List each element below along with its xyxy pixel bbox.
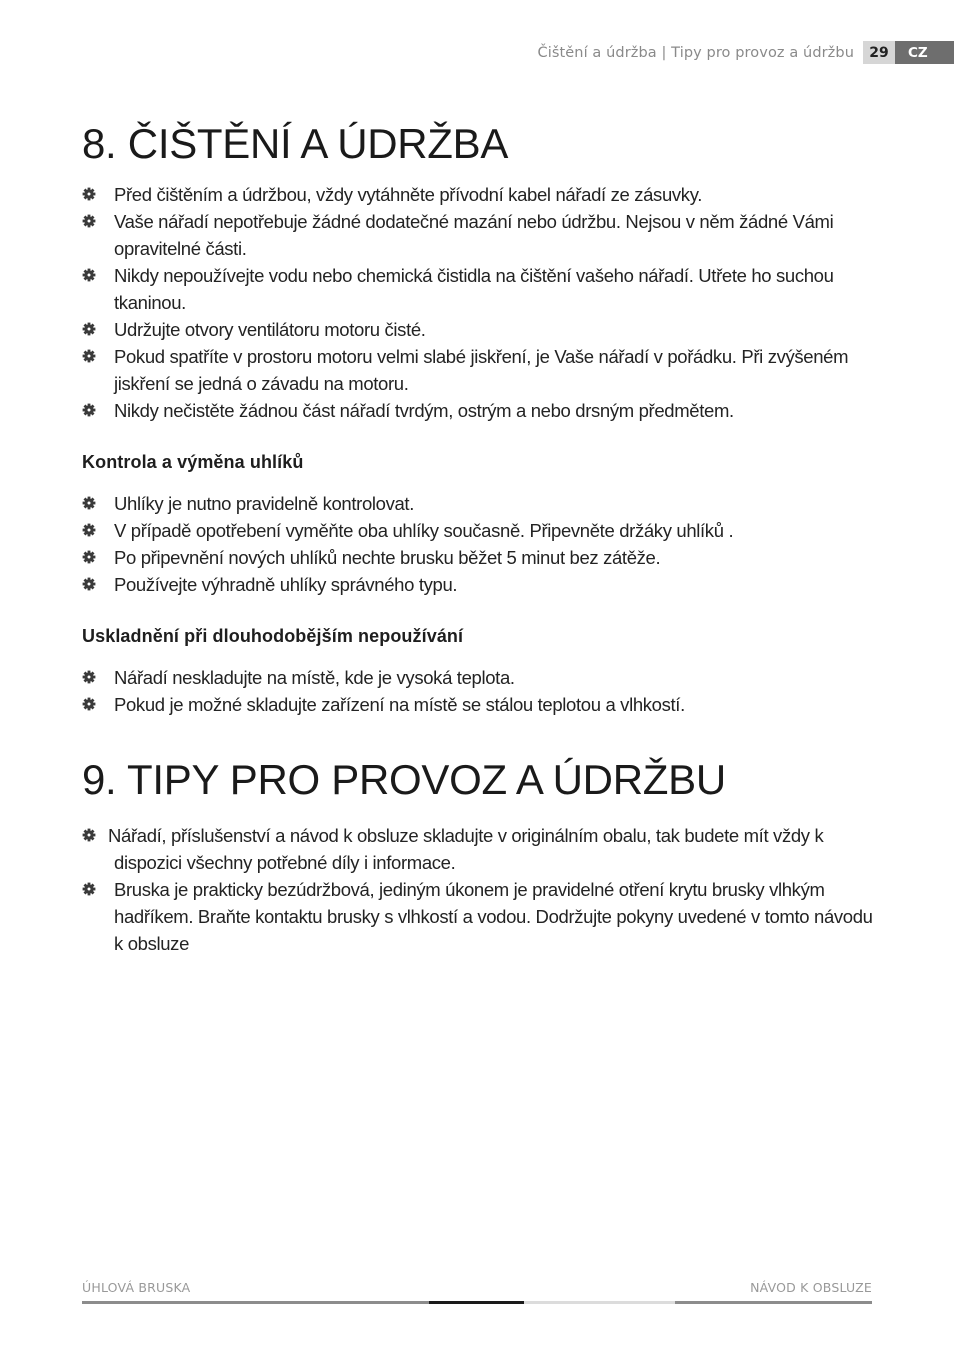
gear-icon [82,577,96,591]
list-item: Pokud je možné skladujte zařízení na místě se stálou teplotou a vlhkostí. [82,691,882,718]
gear-icon [82,670,96,684]
list-item: Nářadí, příslušenství a návod k obsluze skladujte v originálním obalu, tak budete mít vždy k dispozici všechny potřebné díly i informace. [82,822,882,876]
list-item: Nářadí neskladujte na místě, kde je vysoká teplota. [82,664,882,691]
footer-manual: NÁVOD K OBSLUZE [750,1280,872,1295]
footer-product: ÚHLOVÁ BRUSKA [82,1280,191,1295]
section-8-list [82,181,882,424]
gear-icon [82,322,96,336]
list-item: Před čištěním a údržbou, vždy vytáhněte přívodní kabel nářadí ze zásuvky. [82,181,882,208]
gear-icon [82,214,96,228]
gear-icon [82,550,96,564]
storage-list [82,664,882,718]
page-header [537,41,954,64]
footer-bar-dark [429,1301,524,1304]
list-item: Pokud spatříte v prostoru motoru velmi slabé jiskření, je Vaše nářadí v pořádku. Při zvýšeném jiskření se jedná o závadu na motoru. [82,343,882,397]
list-item: Používejte výhradně uhlíky správného typu. [82,571,882,598]
gear-icon [82,523,96,537]
gear-icon [82,496,96,510]
brushes-list [82,490,882,598]
list-item: Udržujte otvory ventilátoru motoru čisté. [82,316,882,343]
gear-icon [82,403,96,417]
gear-icon [82,697,96,711]
section-8-title: 8. ČIŠTĚNÍ A ÚDRŽBA [82,120,509,167]
list-item: Uhlíky je nutno pravidelně kontrolovat. [82,490,882,517]
gear-icon [82,349,96,363]
gear-icon [82,882,96,896]
gear-icon [82,187,96,201]
list-item: Vaše nářadí nepotřebuje žádné dodatečné mazání nebo údržbu. Nejsou v něm žádné Vámi opravitelné části. [82,208,882,262]
language-tab: CZ [895,41,954,64]
section-9-list [82,822,882,957]
gear-icon [82,268,96,282]
gear-icon [82,828,96,842]
list-item: V případě opotřebení vyměňte oba uhlíky současně. Připevněte držáky uhlíků . [82,517,882,544]
header-title: Čištění a údržba | Tipy pro provoz a údržbu [537,44,854,61]
storage-subtitle: Uskladnění při dlouhodobějším nepoužívání [82,626,464,646]
footer-bar-mid-right [675,1301,872,1304]
list-item: Nikdy nečistěte žádnou část nářadí tvrdým, ostrým a nebo drsným předmětem. [82,397,882,424]
list-item: Bruska je prakticky bezúdržbová, jediným úkonem je pravidelné otření krytu brusky vlhkým hadříkem. Braňte kontaktu brusky s vlhkostí a vodou. Dodržujte pokyny uvedené v tomto návodu k obsluze [82,876,882,957]
list-item: Po připevnění nových uhlíků nechte brusku běžet 5 minut bez zátěže. [82,544,882,571]
page-number: 29 [863,41,895,64]
footer-bar-light [524,1301,675,1304]
section-9-title: 9. TIPY PRO PROVOZ A ÚDRŽBU [82,756,726,803]
list-item: Nikdy nepoužívejte vodu nebo chemická čistidla na čištění vašeho nářadí. Utřete ho suchou tkaninou. [82,262,882,316]
footer-bar-mid-left [82,1301,429,1304]
brushes-subtitle: Kontrola a výměna uhlíků [82,452,304,472]
main-content [82,118,882,957]
